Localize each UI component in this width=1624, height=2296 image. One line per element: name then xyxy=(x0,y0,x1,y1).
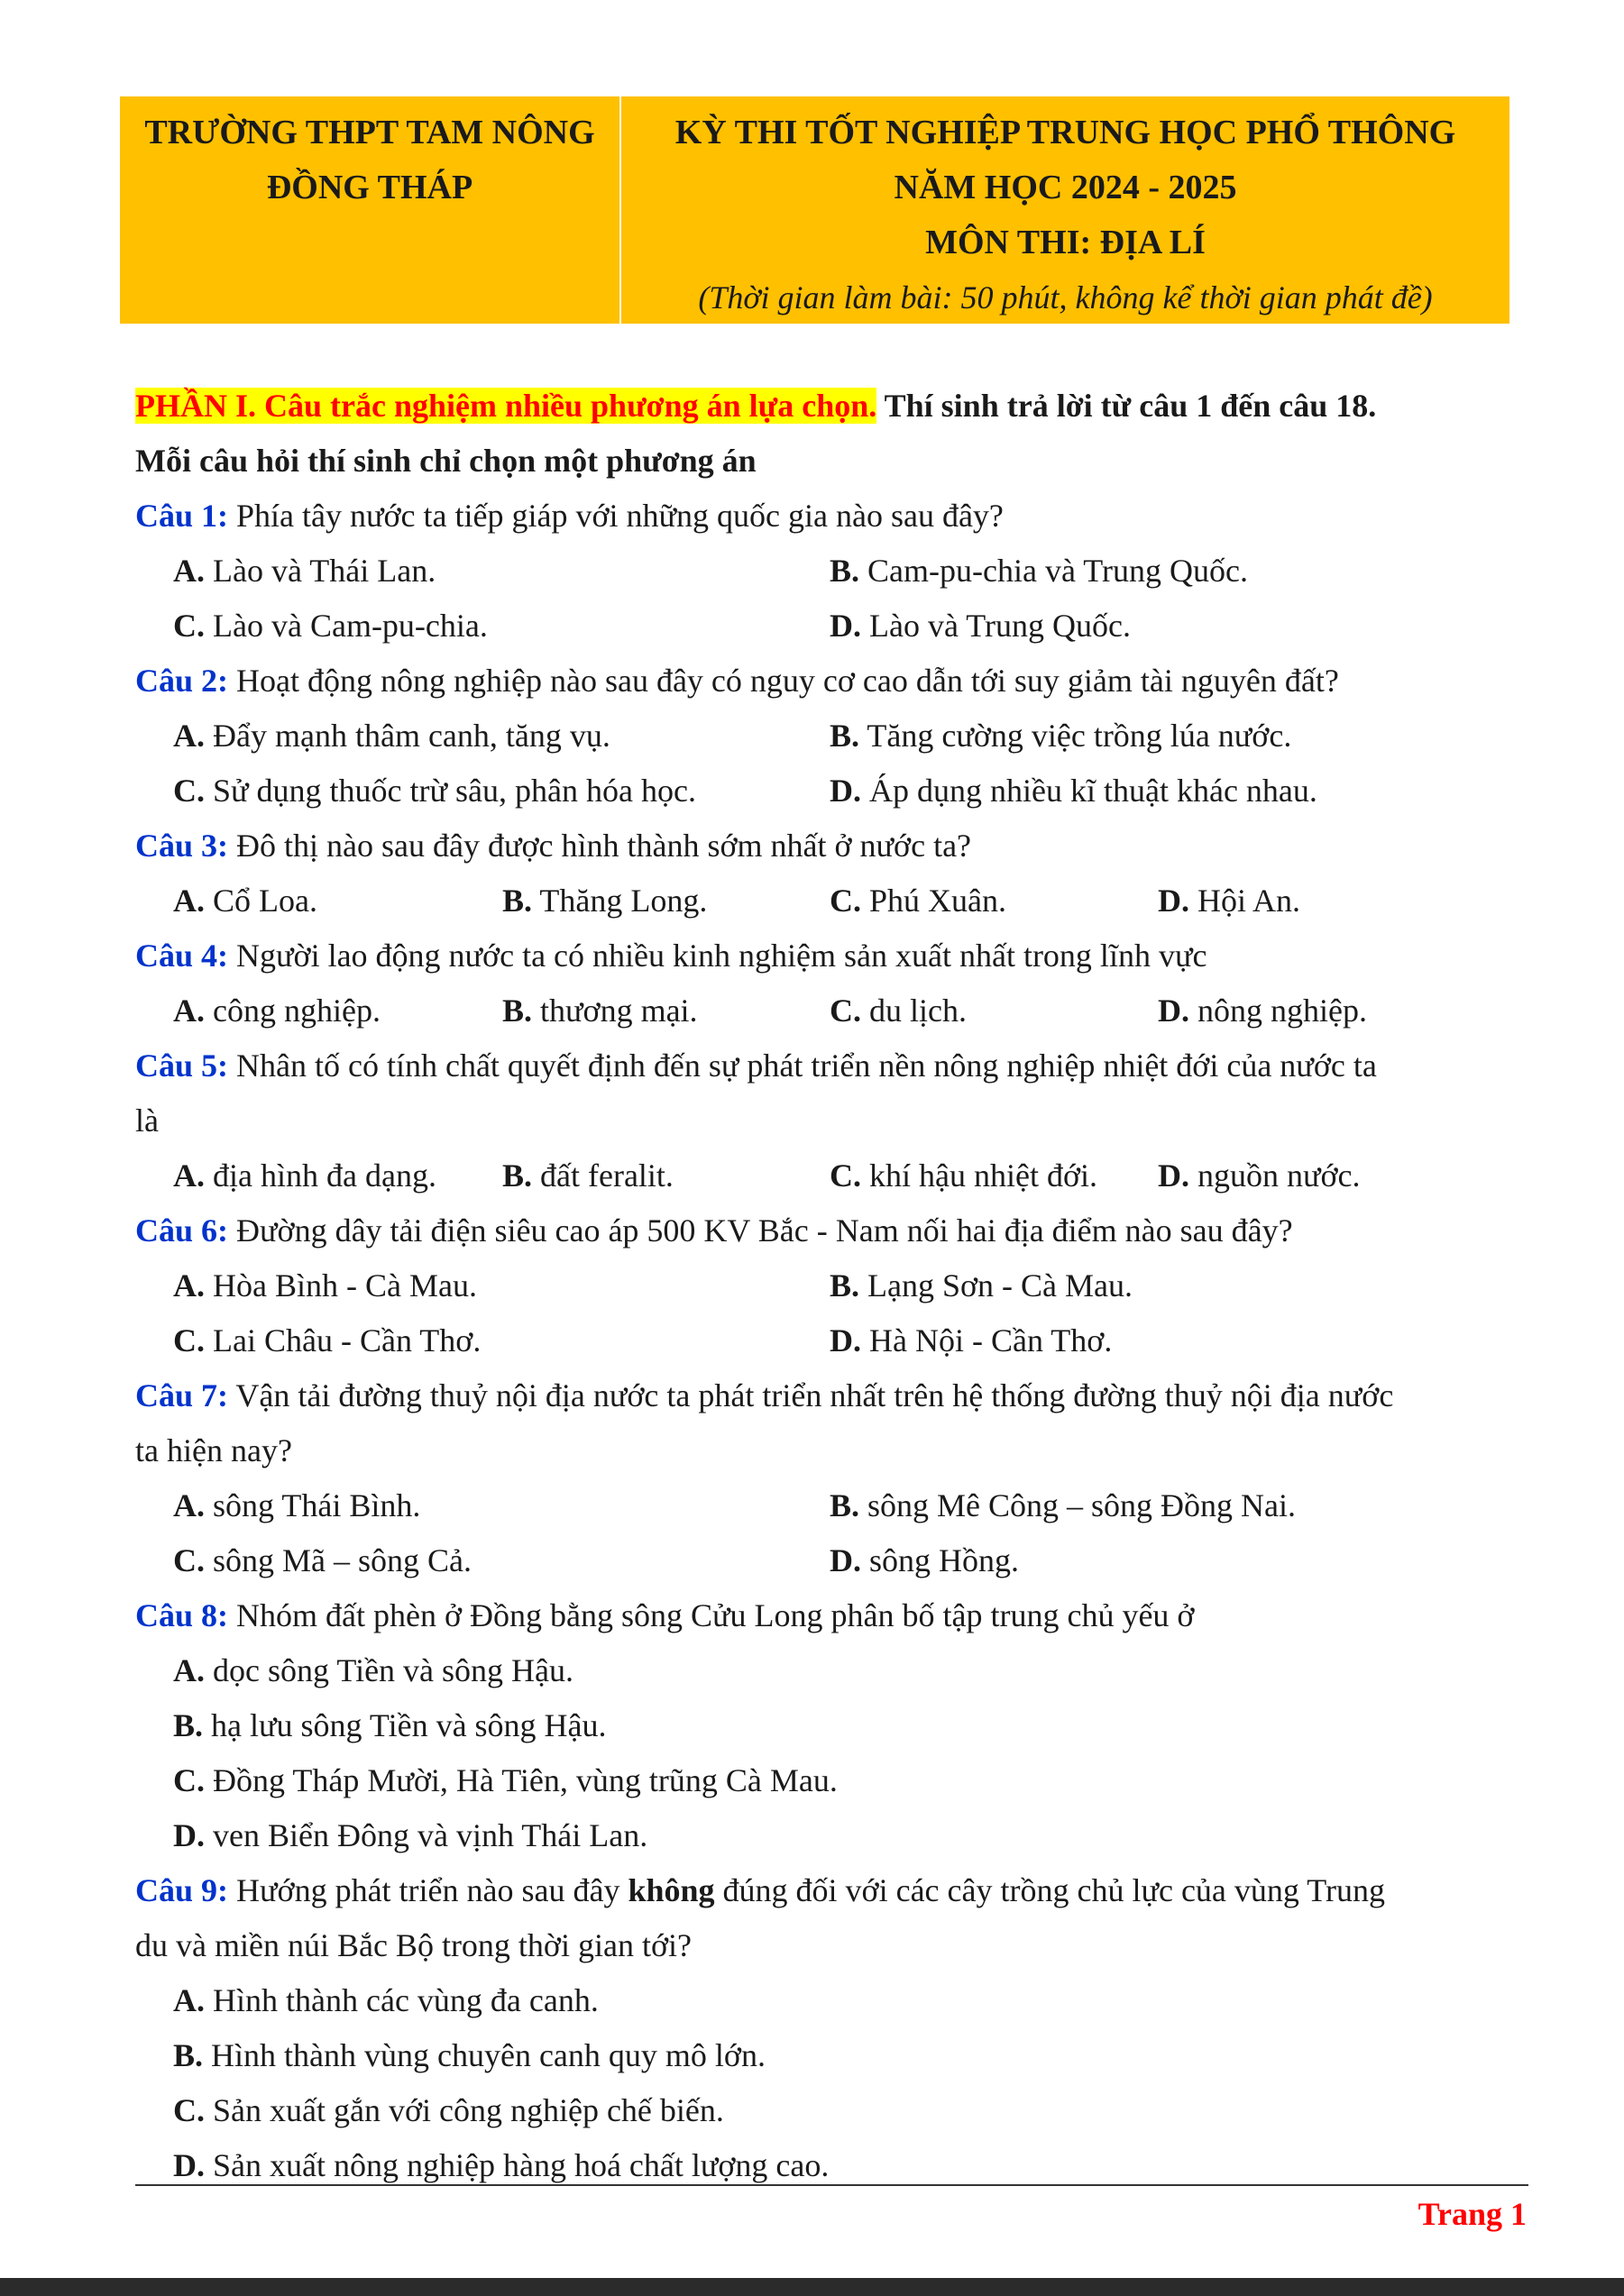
question-stem xyxy=(135,1368,1528,1423)
question-text: Người lao động nước ta có nhiều kinh nghiệm sản xuất nhất trong lĩnh vực xyxy=(228,938,1207,974)
question-label: Câu 2: xyxy=(135,663,229,699)
option-d: D. nguồn nước. xyxy=(1158,1157,1361,1194)
question-text: Đường dây tải điện siêu cao áp 500 KV Bắc - Nam nối hai địa điểm nào sau đây? xyxy=(228,1212,1293,1249)
option-row xyxy=(135,1478,1528,1533)
question-label: Câu 9: xyxy=(135,1872,229,1908)
question-label: Câu 3: xyxy=(135,828,229,864)
section-title-highlight: PHẦN I. Câu trắc nghiệm nhiều phương án lựa chọn. xyxy=(135,388,877,424)
school-province: ĐỒNG THÁP xyxy=(266,169,473,206)
section-subtitle: Mỗi câu hỏi thí sinh chỉ chọn một phương án xyxy=(135,443,757,479)
question-text-pre: Hướng phát triển nào sau đây xyxy=(228,1872,628,1908)
option-a: A. Cổ Loa. xyxy=(173,883,317,919)
option-a: A. Đẩy mạnh thâm canh, tăng vụ. xyxy=(173,718,610,754)
option-row xyxy=(135,1313,1528,1368)
option-c: C. Lai Châu - Cần Thơ. xyxy=(173,1322,482,1358)
section-title xyxy=(135,379,1528,434)
question-text-continued: du và miền núi Bắc Bộ trong thời gian tới? xyxy=(135,1927,692,1963)
time-note: (Thời gian làm bài: 50 phút, không kể thời gian phát đề) xyxy=(698,279,1433,316)
option-a: A. công nghiệp. xyxy=(173,992,381,1029)
option-row xyxy=(135,1148,1528,1203)
question-text-continued: là xyxy=(135,1102,159,1139)
option-b: B. hạ lưu sông Tiền và sông Hậu. xyxy=(173,1707,607,1743)
question-label: Câu 1: xyxy=(135,498,229,534)
option-b: B. Lạng Sơn - Cà Mau. xyxy=(830,1267,1133,1304)
option-c: C. Phú Xuân. xyxy=(830,883,1006,919)
question-stem xyxy=(135,1863,1528,1918)
option-a: A. sông Thái Bình. xyxy=(173,1487,421,1523)
exam-subject: MÔN THI: ĐỊA LÍ xyxy=(925,224,1206,261)
option-b: B. sông Mê Công – sông Đồng Nai. xyxy=(830,1487,1297,1523)
question-text: Phía tây nước ta tiếp giáp với những quốc gia nào sau đây? xyxy=(228,498,1004,534)
option-a: A. Lào và Thái Lan. xyxy=(173,553,436,589)
option-b: B. thương mại. xyxy=(502,992,698,1029)
question-stem xyxy=(135,1038,1528,1093)
question-stem xyxy=(135,654,1528,709)
option-row xyxy=(135,874,1528,928)
question-label: Câu 4: xyxy=(135,938,229,974)
question-label: Câu 8: xyxy=(135,1597,229,1633)
option-a: A. Hòa Bình - Cà Mau. xyxy=(173,1267,477,1304)
school-name: TRƯỜNG THPT TAM NÔNG xyxy=(144,114,595,151)
exam-content xyxy=(135,379,1528,2193)
option-row xyxy=(135,983,1528,1038)
question-text-continued: ta hiện nay? xyxy=(135,1432,292,1468)
exam-header xyxy=(120,96,1509,324)
question-stem xyxy=(135,819,1528,874)
option-c: C. Sản xuất gắn với công nghiệp chế biến. xyxy=(173,2092,724,2128)
page-number: Trang 1 xyxy=(1418,2196,1527,2232)
option-d: D. nông nghiệp. xyxy=(1158,992,1367,1029)
question-text: Vận tải đường thuỷ nội địa nước ta phát triển nhất trên hệ thống đường thuỷ nội địa nước xyxy=(228,1377,1394,1413)
option-row xyxy=(135,709,1528,764)
question-text: Nhóm đất phèn ở Đồng bằng sông Cửu Long phân bố tập trung chủ yếu ở xyxy=(228,1597,1195,1633)
option-d: D. sông Hồng. xyxy=(830,1542,1020,1578)
option-a: A. Hình thành các vùng đa canh. xyxy=(173,1982,599,2018)
option-row xyxy=(135,599,1528,654)
question-label: Câu 6: xyxy=(135,1212,229,1249)
option-c: C. sông Mã – sông Cả. xyxy=(173,1542,472,1578)
option-d: D. Sản xuất nông nghiệp hàng hoá chất lượng cao. xyxy=(173,2147,830,2183)
question-text-post: đúng đối với các cây trồng chủ lực của vùng Trung xyxy=(714,1872,1385,1908)
question-keyword: không xyxy=(628,1872,715,1908)
question-stem xyxy=(135,928,1528,983)
option-b: B. Tăng cường việc trồng lúa nước. xyxy=(830,718,1292,754)
school-block xyxy=(120,96,621,324)
option-d: D. Lào và Trung Quốc. xyxy=(830,608,1131,644)
bottom-edge-bar xyxy=(0,2278,1624,2296)
option-row xyxy=(135,1258,1528,1313)
option-b: B. Thăng Long. xyxy=(502,883,708,919)
exam-title: KỲ THI TỐT NGHIỆP TRUNG HỌC PHỔ THÔNG xyxy=(674,114,1456,151)
exam-info-block xyxy=(621,96,1509,324)
school-year: NĂM HỌC 2024 - 2025 xyxy=(894,169,1237,206)
option-c: C. khí hậu nhiệt đới. xyxy=(830,1157,1098,1194)
option-d: D. Hà Nội - Cần Thơ. xyxy=(830,1322,1113,1358)
option-row xyxy=(135,764,1528,819)
option-c: C. Lào và Cam-pu-chia. xyxy=(173,608,488,644)
option-d: D. Áp dụng nhiều kĩ thuật khác nhau. xyxy=(830,773,1317,809)
option-d: D. ven Biển Đông và vịnh Thái Lan. xyxy=(173,1817,648,1853)
question-label: Câu 5: xyxy=(135,1047,229,1084)
section-title-rest: Thí sinh trả lời từ câu 1 đến câu 18. xyxy=(876,388,1377,424)
option-a: A. dọc sông Tiền và sông Hậu. xyxy=(173,1652,574,1688)
question-text: Nhân tố có tính chất quyết định đến sự phát triển nền nông nghiệp nhiệt đới của nước ta xyxy=(228,1047,1377,1084)
option-c: C. Đồng Tháp Mười, Hà Tiên, vùng trũng Cà Mau. xyxy=(173,1762,838,1798)
option-b: B. đất feralit. xyxy=(502,1157,674,1194)
question-stem xyxy=(135,1203,1528,1258)
question-label: Câu 7: xyxy=(135,1377,229,1413)
footer-divider xyxy=(135,2184,1528,2186)
option-d: D. Hội An. xyxy=(1158,883,1301,919)
option-b: B. Hình thành vùng chuyên canh quy mô lớn. xyxy=(173,2037,766,2073)
option-c: C. du lịch. xyxy=(830,992,967,1029)
option-row xyxy=(135,1533,1528,1588)
option-c: C. Sử dụng thuốc trừ sâu, phân hóa học. xyxy=(173,773,696,809)
option-b: B. Cam-pu-chia và Trung Quốc. xyxy=(830,553,1248,589)
question-stem xyxy=(135,1588,1528,1643)
question-text: Hoạt động nông nghiệp nào sau đây có nguy cơ cao dẫn tới suy giảm tài nguyên đất? xyxy=(228,663,1339,699)
option-a: A. địa hình đa dạng. xyxy=(173,1157,436,1194)
question-stem xyxy=(135,489,1528,544)
question-text: Đô thị nào sau đây được hình thành sớm nhất ở nước ta? xyxy=(228,828,972,864)
option-row xyxy=(135,544,1528,599)
